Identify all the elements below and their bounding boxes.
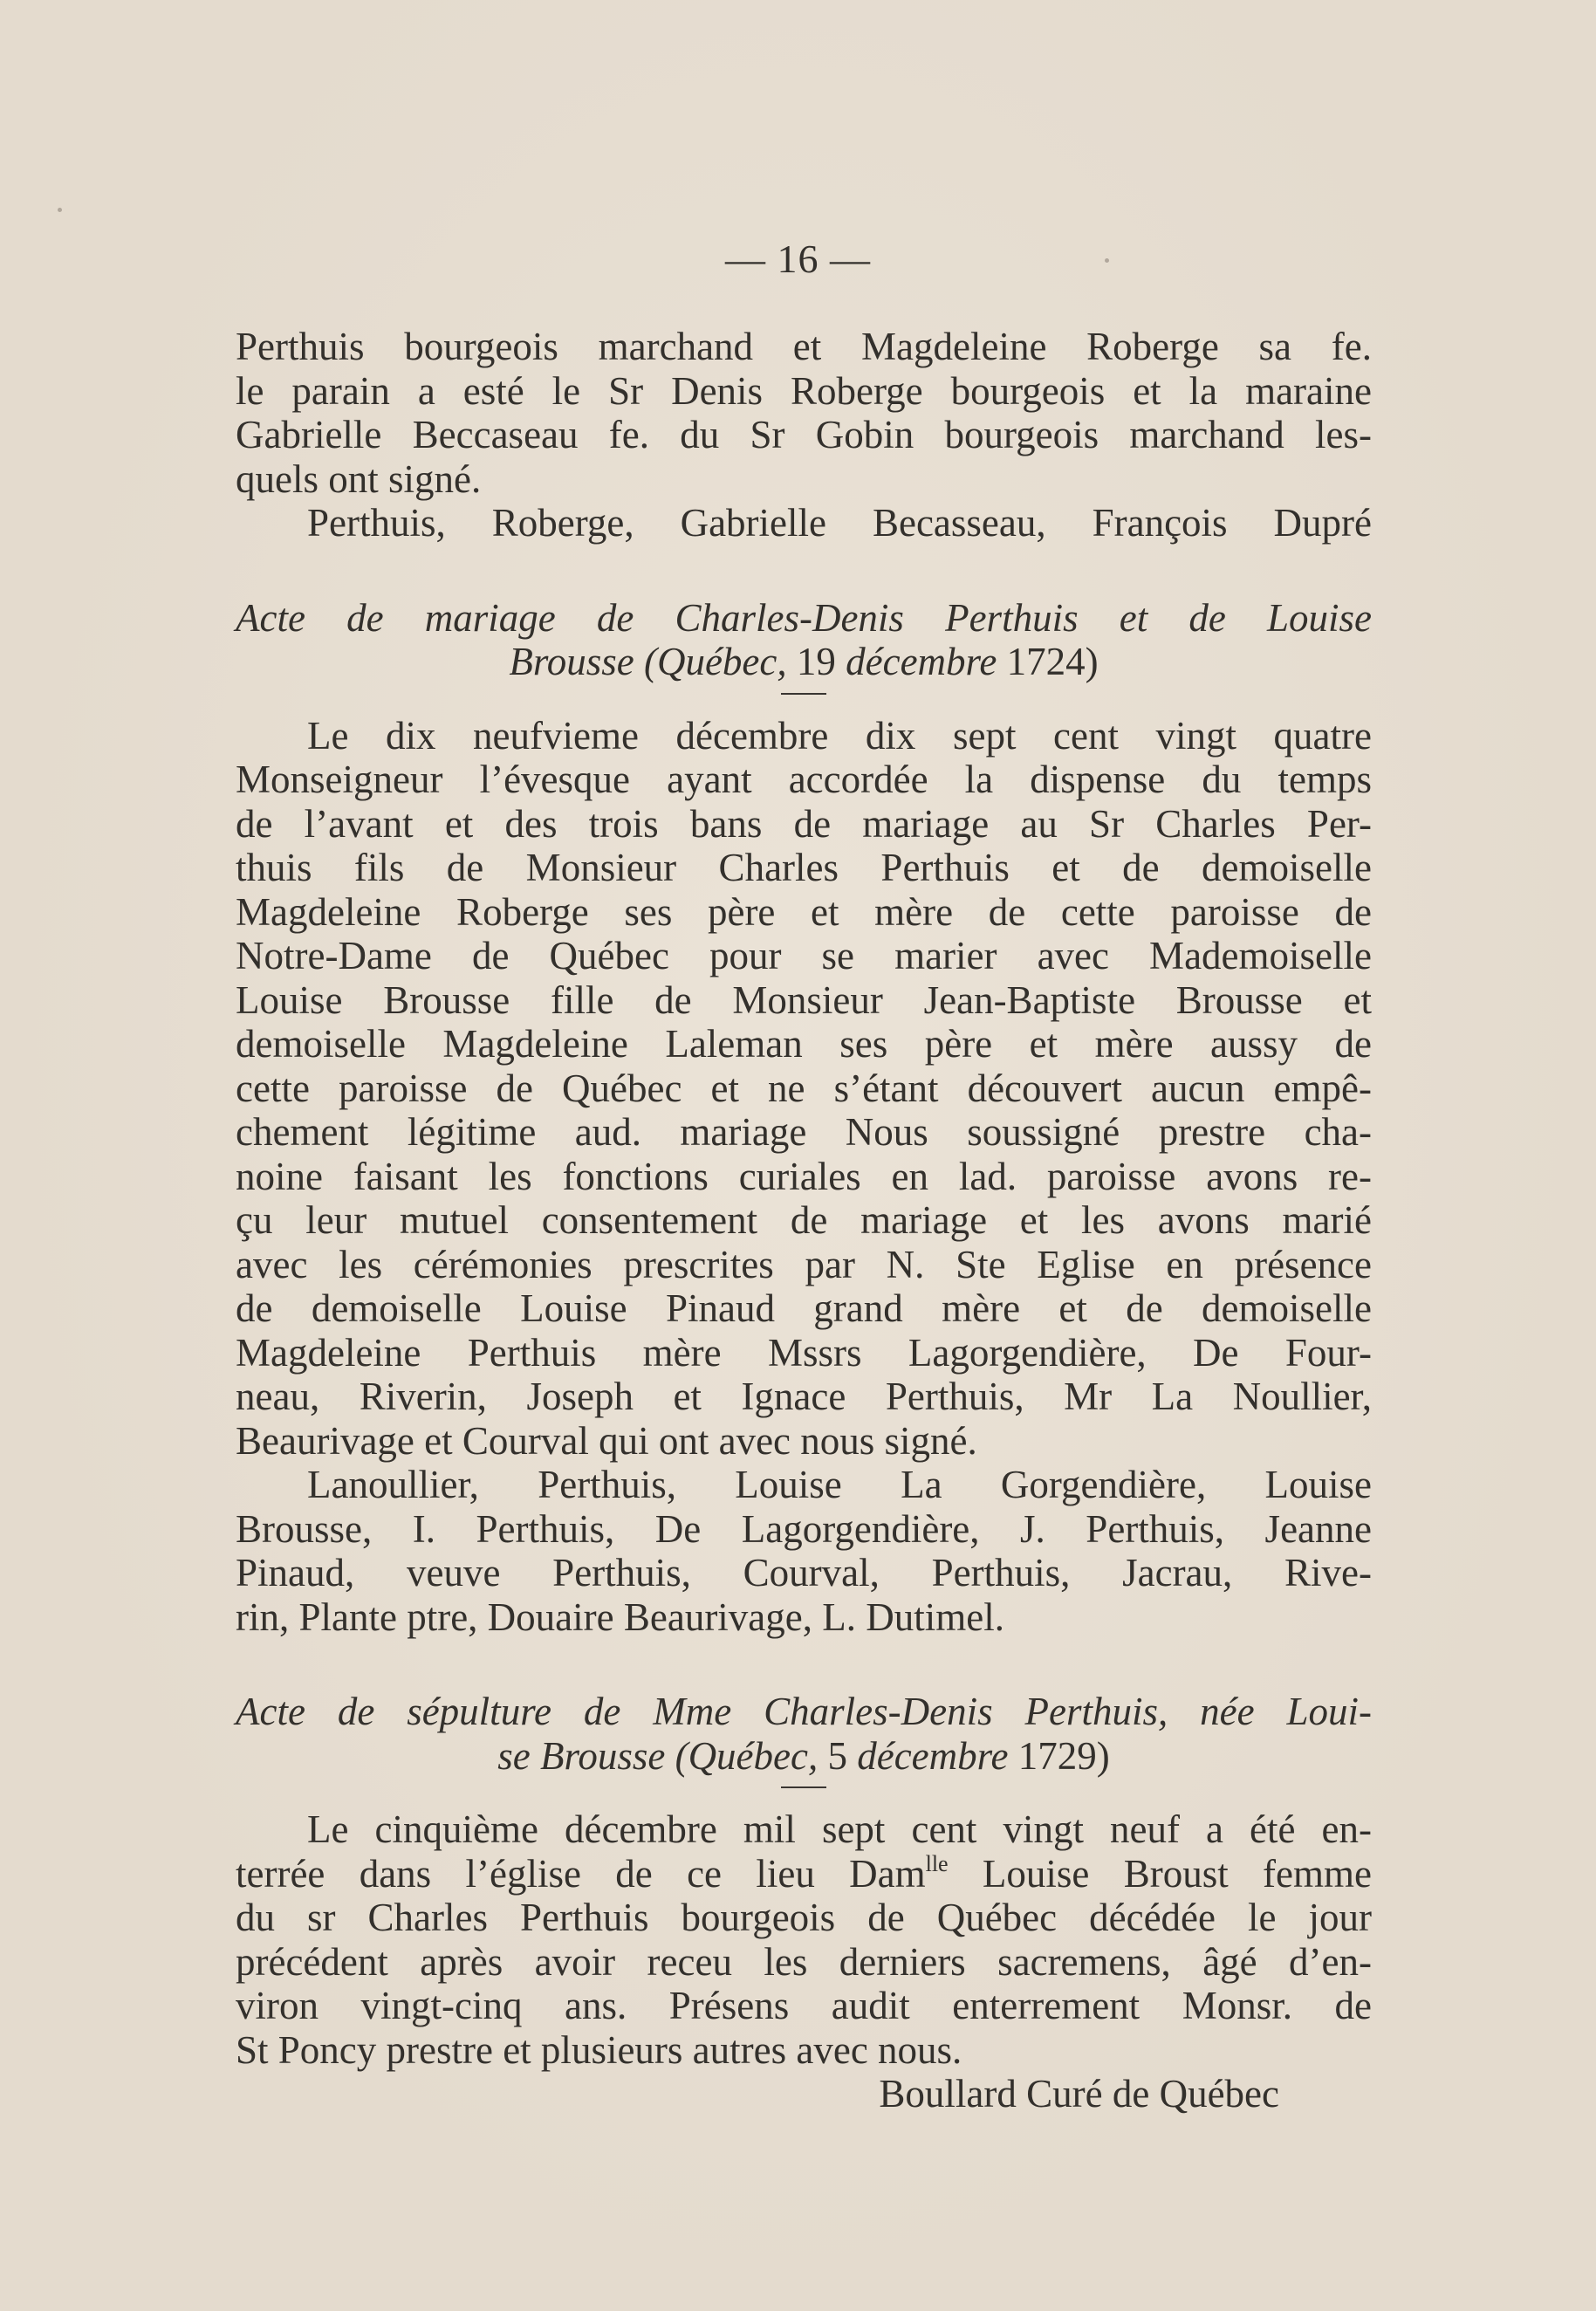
text-line: Magdeleine Perthuis mère Mssrs Lagorgendière, De Four- — [236, 1330, 1372, 1375]
section-heading-continuation — [236, 640, 1372, 684]
text-line: Le dix neufvieme décembre dix sept cent vingt quatre — [307, 713, 1372, 758]
text-line: le parain a esté le Sr Denis Roberge bourgeois et la maraine — [236, 368, 1372, 413]
text-line: quels ont signé. — [236, 456, 482, 501]
marriage-record — [236, 596, 1372, 1640]
signature-line: Boullard Curé de Québec — [879, 2072, 1279, 2116]
text-fragment: terrée dans l’église de ce lieu Dam — [236, 1851, 926, 1896]
text-line: de l’avant et des trois bans de mariage au Sr Charles Per- — [236, 801, 1372, 846]
text-line: Beaurivage et Courval qui ont avec nous signé. — [236, 1418, 977, 1463]
heading-year: 1724 — [1006, 640, 1086, 683]
heading-day: 5 — [827, 1733, 847, 1778]
text-line: du sr Charles Perthuis bourgeois de Québec décédée le jour — [236, 1896, 1372, 1939]
heading-text: décembre — [846, 1733, 1018, 1778]
text-line: St Poncy prestre et plusieurs autres avec nous. — [236, 2027, 962, 2072]
text-line: Le cinquième décembre mil sept cent vingt neuf a été en- — [307, 1807, 1372, 1851]
burial-record — [236, 1690, 1372, 2116]
heading-text: Brousse (Québec, — [509, 640, 797, 683]
heading-day: 19 — [796, 640, 836, 683]
baptism-continuation — [236, 325, 1372, 545]
text-block — [236, 325, 1372, 2116]
signature-line: rin, Plante ptre, Douaire Beaurivage, L. Dutimel. — [236, 1594, 1004, 1639]
text-line: Gabrielle Beccaseau fe. du Sr Gobin bourgeois marchand les- — [236, 413, 1372, 456]
section-divider — [781, 1786, 826, 1788]
text-line: noine faisant les fonctions curiales en lad. paroisse avons re- — [236, 1154, 1372, 1198]
page-number: — 16 — — [725, 237, 871, 281]
text-line: Magdeleine Roberge ses père et mère de cette paroisse de — [236, 889, 1372, 934]
heading-text: ) — [1096, 1733, 1110, 1778]
text-line: neau, Riverin, Joseph et Ignace Perthuis, Mr La Noullier, — [236, 1375, 1372, 1418]
section-divider — [781, 693, 826, 695]
text-line: chement légitime aud. mariage Nous soussigné prestre cha- — [236, 1110, 1372, 1154]
text-line: demoiselle Magdeleine Laleman ses père et mère aussy de — [236, 1022, 1372, 1066]
signature-line: Pinaud, veuve Perthuis, Courval, Perthuis, Jacrau, Rive- — [236, 1551, 1372, 1594]
superscript-abbrev: lle — [925, 1850, 949, 1876]
text-line: avec les cérémonies prescrites par N. Ste Eglise en présence — [236, 1242, 1372, 1286]
text-line: thuis fils de Monsieur Charles Perthuis et de demoiselle — [236, 846, 1372, 889]
text-line: Monseigneur l’évesque ayant accordée la dispense du temps — [236, 758, 1372, 801]
heading-text: se Brousse (Québec, — [497, 1733, 828, 1778]
signature-line: Perthuis, Roberge, Gabrielle Becasseau, François Dupré — [307, 501, 1372, 545]
section-heading-continuation — [236, 1734, 1372, 1779]
section-heading: Acte de mariage de Charles-Denis Perthuis et de Louise — [236, 595, 1372, 640]
text-line: çu leur mutuel consentement de mariage et les avons marié — [236, 1198, 1372, 1242]
text-line — [236, 1852, 1372, 1896]
text-line: Louise Brousse fille de Monsieur Jean-Baptiste Brousse et — [236, 977, 1372, 1022]
heading-year: 1729 — [1017, 1733, 1097, 1778]
section-heading: Acte de sépulture de Mme Charles-Denis Perthuis, née Loui- — [236, 1690, 1372, 1733]
heading-text: ) — [1085, 640, 1099, 683]
text-line: précédent après avoir receu les derniers sacremens, âgé d’en- — [236, 1939, 1372, 1984]
signature-line: Brousse, I. Perthuis, De Lagorgendière, J. Perthuis, Jeanne — [236, 1506, 1372, 1551]
text-line: cette paroisse de Québec et ne s’étant découvert aucun empê- — [236, 1066, 1372, 1110]
text-line: de demoiselle Louise Pinaud grand mère et de demoiselle — [236, 1286, 1372, 1330]
signature-line: Lanoullier, Perthuis, Louise La Gorgendière, Louise — [307, 1463, 1372, 1506]
text-fragment: Louise Broust femme — [948, 1851, 1372, 1896]
paper-speck — [58, 208, 62, 212]
text-line: Perthuis bourgeois marchand et Magdeleine Roberge sa fe. — [236, 325, 1372, 368]
text-line: viron vingt-cinq ans. Présens audit enterrement Monsr. de — [236, 1984, 1372, 2027]
heading-text: décembre — [835, 640, 1007, 683]
text-line: Notre-Dame de Québec pour se marier avec Mademoiselle — [236, 934, 1372, 977]
